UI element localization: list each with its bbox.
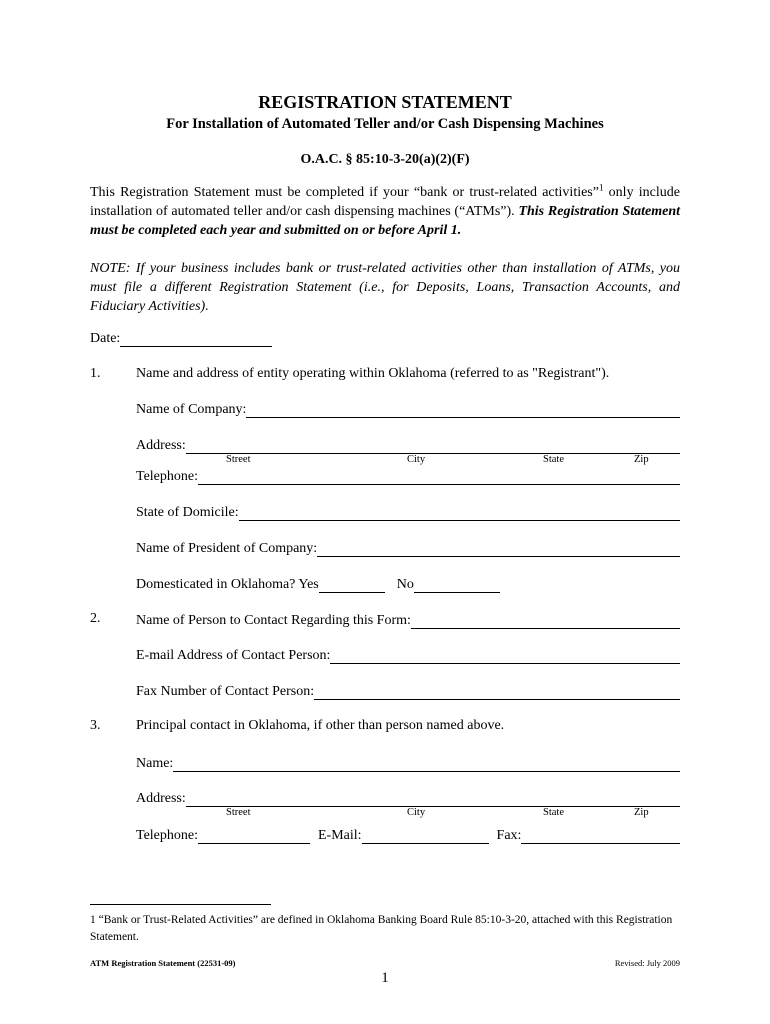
form-identifier: ATM Registration Statement (22531-09)	[90, 958, 236, 968]
date-field[interactable]	[120, 331, 272, 347]
deadline-text: This Registration Statement must be completed each year and submitted on or before April 1.	[90, 204, 681, 238]
address-row	[136, 436, 680, 454]
domicile-field[interactable]	[239, 505, 680, 521]
street-caption: Street	[226, 454, 251, 465]
contact-fax-label: Fax Number of Contact Person:	[136, 684, 315, 699]
principal-fax-label: Fax:	[496, 828, 522, 843]
domesticated-label: Domesticated in Oklahoma? Yes	[136, 577, 319, 592]
contact-email-row	[136, 646, 680, 664]
state-caption: State	[543, 454, 564, 465]
principal-address-label: Address:	[136, 791, 186, 806]
intro-paragraph	[90, 183, 680, 240]
contact-email-label: E-mail Address of Contact Person:	[136, 648, 331, 663]
section-1-number: 1.	[90, 366, 101, 381]
principal-email-label: E-Mail:	[318, 828, 362, 843]
regulation-citation: O.A.C. § 85:10-3-20(a)(2)(F)	[300, 152, 470, 167]
principal-address-field[interactable]	[186, 791, 680, 807]
date-row	[90, 329, 272, 347]
revision-date: Revised: July 2009	[614, 958, 680, 968]
intro-text-continued: only include installation of automated teller and/or cash dispensing machines (“ATMs”).	[90, 185, 680, 219]
principal-telephone-label: Telephone:	[136, 828, 198, 843]
domesticated-yes-field[interactable]	[319, 577, 385, 593]
city-caption: City	[407, 454, 426, 465]
address-label: Address:	[136, 438, 186, 453]
footnote-text: 1 “Bank or Trust-Related Activities” are defined in Oklahoma Banking Board Rule 85:10-3-20, attached with this Registration Statement.	[90, 914, 673, 943]
principal-street-caption: Street	[226, 807, 251, 818]
telephone-field[interactable]	[198, 469, 680, 485]
principal-name-row	[136, 754, 680, 772]
intro-text: This Registration Statement must be completed if your “bank or trust-related activities”	[90, 185, 599, 200]
zip-caption: Zip	[634, 454, 649, 465]
president-row	[136, 539, 680, 557]
telephone-row	[136, 467, 680, 485]
principal-zip-caption: Zip	[634, 807, 649, 818]
section-3-number: 3.	[90, 718, 101, 733]
form-subtitle: For Installation of Automated Teller and/or Cash Dispensing Machines	[166, 116, 604, 132]
footnote-ref: 1	[598, 182, 604, 193]
contact-fax-field[interactable]	[314, 684, 680, 700]
company-name-field[interactable]	[246, 402, 680, 418]
president-label: Name of President of Company:	[136, 541, 318, 556]
principal-fax-field[interactable]	[521, 828, 680, 844]
address-field[interactable]	[186, 438, 680, 454]
contact-fax-row	[136, 682, 680, 700]
principal-contact-row	[136, 826, 680, 844]
principal-address-row	[136, 789, 680, 807]
contact-row	[136, 611, 680, 629]
principal-telephone-field[interactable]	[198, 828, 310, 844]
principal-name-label: Name:	[136, 756, 174, 771]
section-1-text: Name and address of entity operating within Oklahoma (referred to as "Registrant").	[136, 366, 610, 381]
footnote-divider	[90, 904, 271, 905]
principal-city-caption: City	[407, 807, 426, 818]
company-row	[136, 400, 680, 418]
date-label: Date:	[90, 331, 121, 346]
domicile-label: State of Domicile:	[136, 505, 239, 520]
form-title: REGISTRATION STATEMENT	[258, 92, 512, 112]
domesticated-no-label: No	[396, 577, 414, 592]
telephone-label: Telephone:	[136, 469, 198, 484]
principal-email-field[interactable]	[362, 828, 489, 844]
section-2-number: 2.	[90, 611, 101, 626]
contact-label: Name of Person to Contact Regarding this Form:	[136, 613, 411, 628]
domesticated-row	[136, 575, 500, 593]
section-3-text: Principal contact in Oklahoma, if other than person named above.	[136, 718, 505, 733]
domicile-row	[136, 503, 680, 521]
domesticated-no-field[interactable]	[414, 577, 500, 593]
president-field[interactable]	[317, 541, 680, 557]
principal-name-field[interactable]	[173, 756, 680, 772]
contact-email-field[interactable]	[330, 648, 680, 664]
principal-state-caption: State	[543, 807, 564, 818]
page-number: 1	[381, 970, 389, 986]
note-paragraph: NOTE: If your business includes bank or trust-related activities other than installation of ATMs, you must file a different Registration Statement (i.e., for Deposits, Loans, Transaction Accounts, and Fiduciary Activities).	[90, 261, 680, 314]
company-label: Name of Company:	[136, 402, 247, 417]
contact-person-field[interactable]	[411, 613, 680, 629]
